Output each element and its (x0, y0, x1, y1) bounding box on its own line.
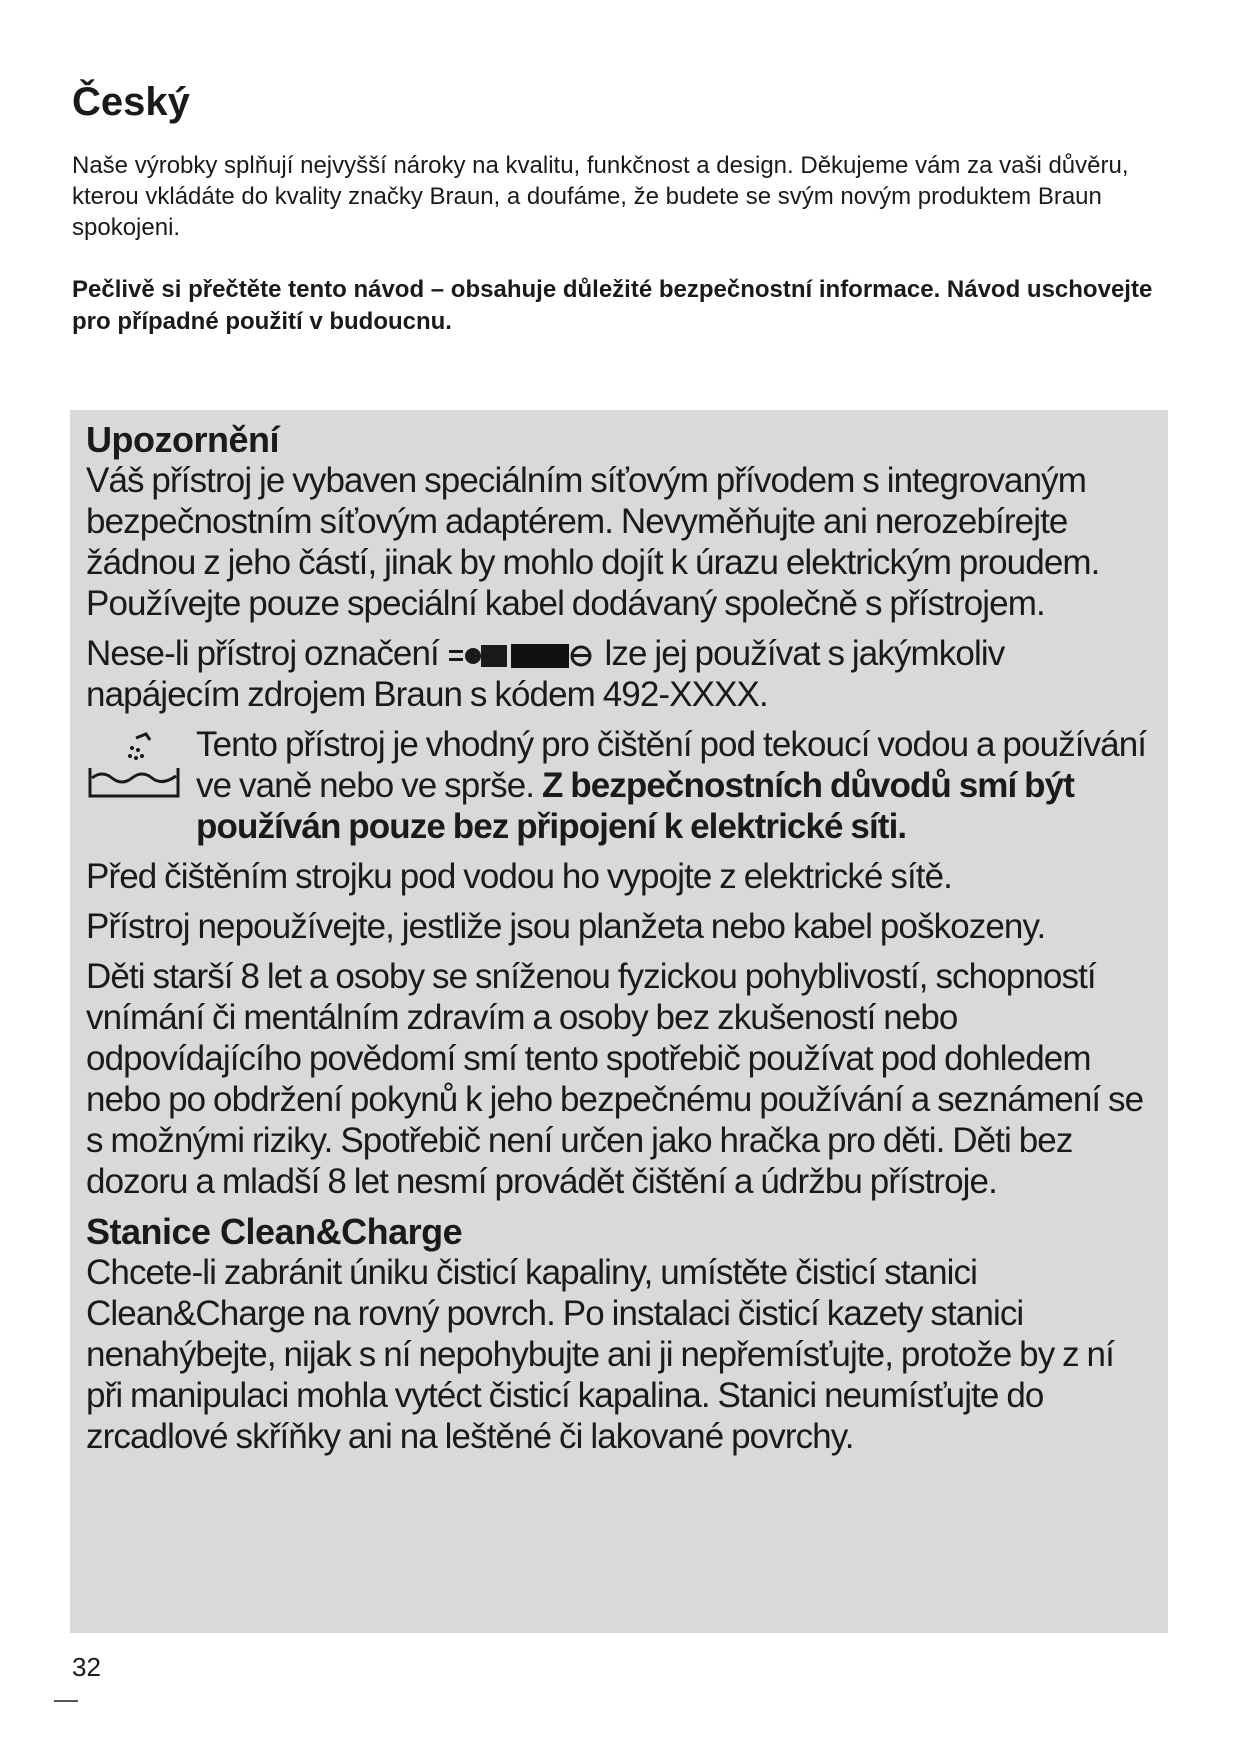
page-number: 32 (72, 1652, 101, 1682)
power-text-after: lze jej používat s jakýmkoliv napájecím zdrojem Braun s kódem 492-XXXX. (86, 634, 1005, 714)
notice-paragraph-unplug: Před čištěním strojku pod vodou ho vypojte z elektrické sítě. (86, 857, 952, 896)
water-icon-wrapper (86, 724, 196, 847)
notice-paragraph-children: Děti starší 8 let a osoby se sníženou fyzickou pohyblivostí, schopností vnímání či mentálním zdravím a osoby bez zkušeností nebo odpovídajícího povědomí smí tento spotřebič používat pod dohledem nebo po obdržení pokynů k jeho bezpečnému používání a seznámení se s možnými riziky. Spotřebič není určen jako hračka pro děti. Děti bez dozoru a mladší 8 let nesmí provádět čištění a údržbu přístroje. (86, 957, 1144, 1201)
water-safety-normal: Tento přístroj je vhodný pro čištění pod tekoucí vodou a používání ve vaně nebo ve sprše. (196, 725, 1147, 805)
intro-warning-text: Pečlivě si přečtěte tento návod – obsahuje důležité bezpečnostní informace. Návod uschovejte pro případné použití v budoucnu. (72, 276, 1153, 335)
notice-paragraph-station: Chcete-li zabránit úniku čisticí kapaliny, umístěte čisticí stanici Clean&Charge na rovný povrch. Po instalaci čisticí kazety stanici nenahýbejte, nijak s ní nepohybujte ani ji nepřemísťujte, protože by z ní při manipulaci mohla vytéct čisticí kapalina. Stanici neumísťujte do zrcadlové skříňky ani na leštěné či lakované povrchy. (86, 1253, 1114, 1456)
water-safety-text (196, 724, 1150, 847)
power-text-before: Nese-li přístroj označení (86, 634, 439, 673)
shower-bathtub-icon (86, 732, 182, 804)
notice-paragraph-damage: Přístroj nepoužívejte, jestliže jsou planžeta nebo kabel poškozeny. (86, 907, 1046, 946)
intro-text: Naše výrobky splňují nejvyšší nároky na kvalitu, funkčnost a design. Děkujeme vám za vaši důvěru, kterou vkládáte do kvality značky Braun, a doufáme, že budete se svým novým produktem Braun spokojeni. (72, 152, 1129, 241)
power-supply-symbol-icon (447, 642, 597, 670)
water-safety-row (86, 724, 1150, 847)
safety-notice-box (70, 410, 1168, 1633)
station-subheading: Stanice Clean&Charge (86, 1211, 463, 1252)
notice-paragraph-cable: Váš přístroj je vybaven speciálním síťovým přívodem s integrovaným bezpečnostním síťovým adaptérem. Nevyměňujte ani nerozebírejte žádnou z jeho částí, jinak by mohlo dojít k úrazu elektrickým proudem. Používejte pouze speciální kabel dodávaný společně s přístrojem. (86, 461, 1100, 623)
notice-title: Upozornění (86, 419, 279, 460)
footer-mark (54, 1700, 78, 1702)
water-safety-bold: Z bezpečnostních důvodů smí být používán pouze bez připojení k elektrické síti. (196, 766, 1074, 846)
notice-paragraph-power-supply (86, 633, 1150, 715)
page-title: Český (72, 80, 190, 124)
